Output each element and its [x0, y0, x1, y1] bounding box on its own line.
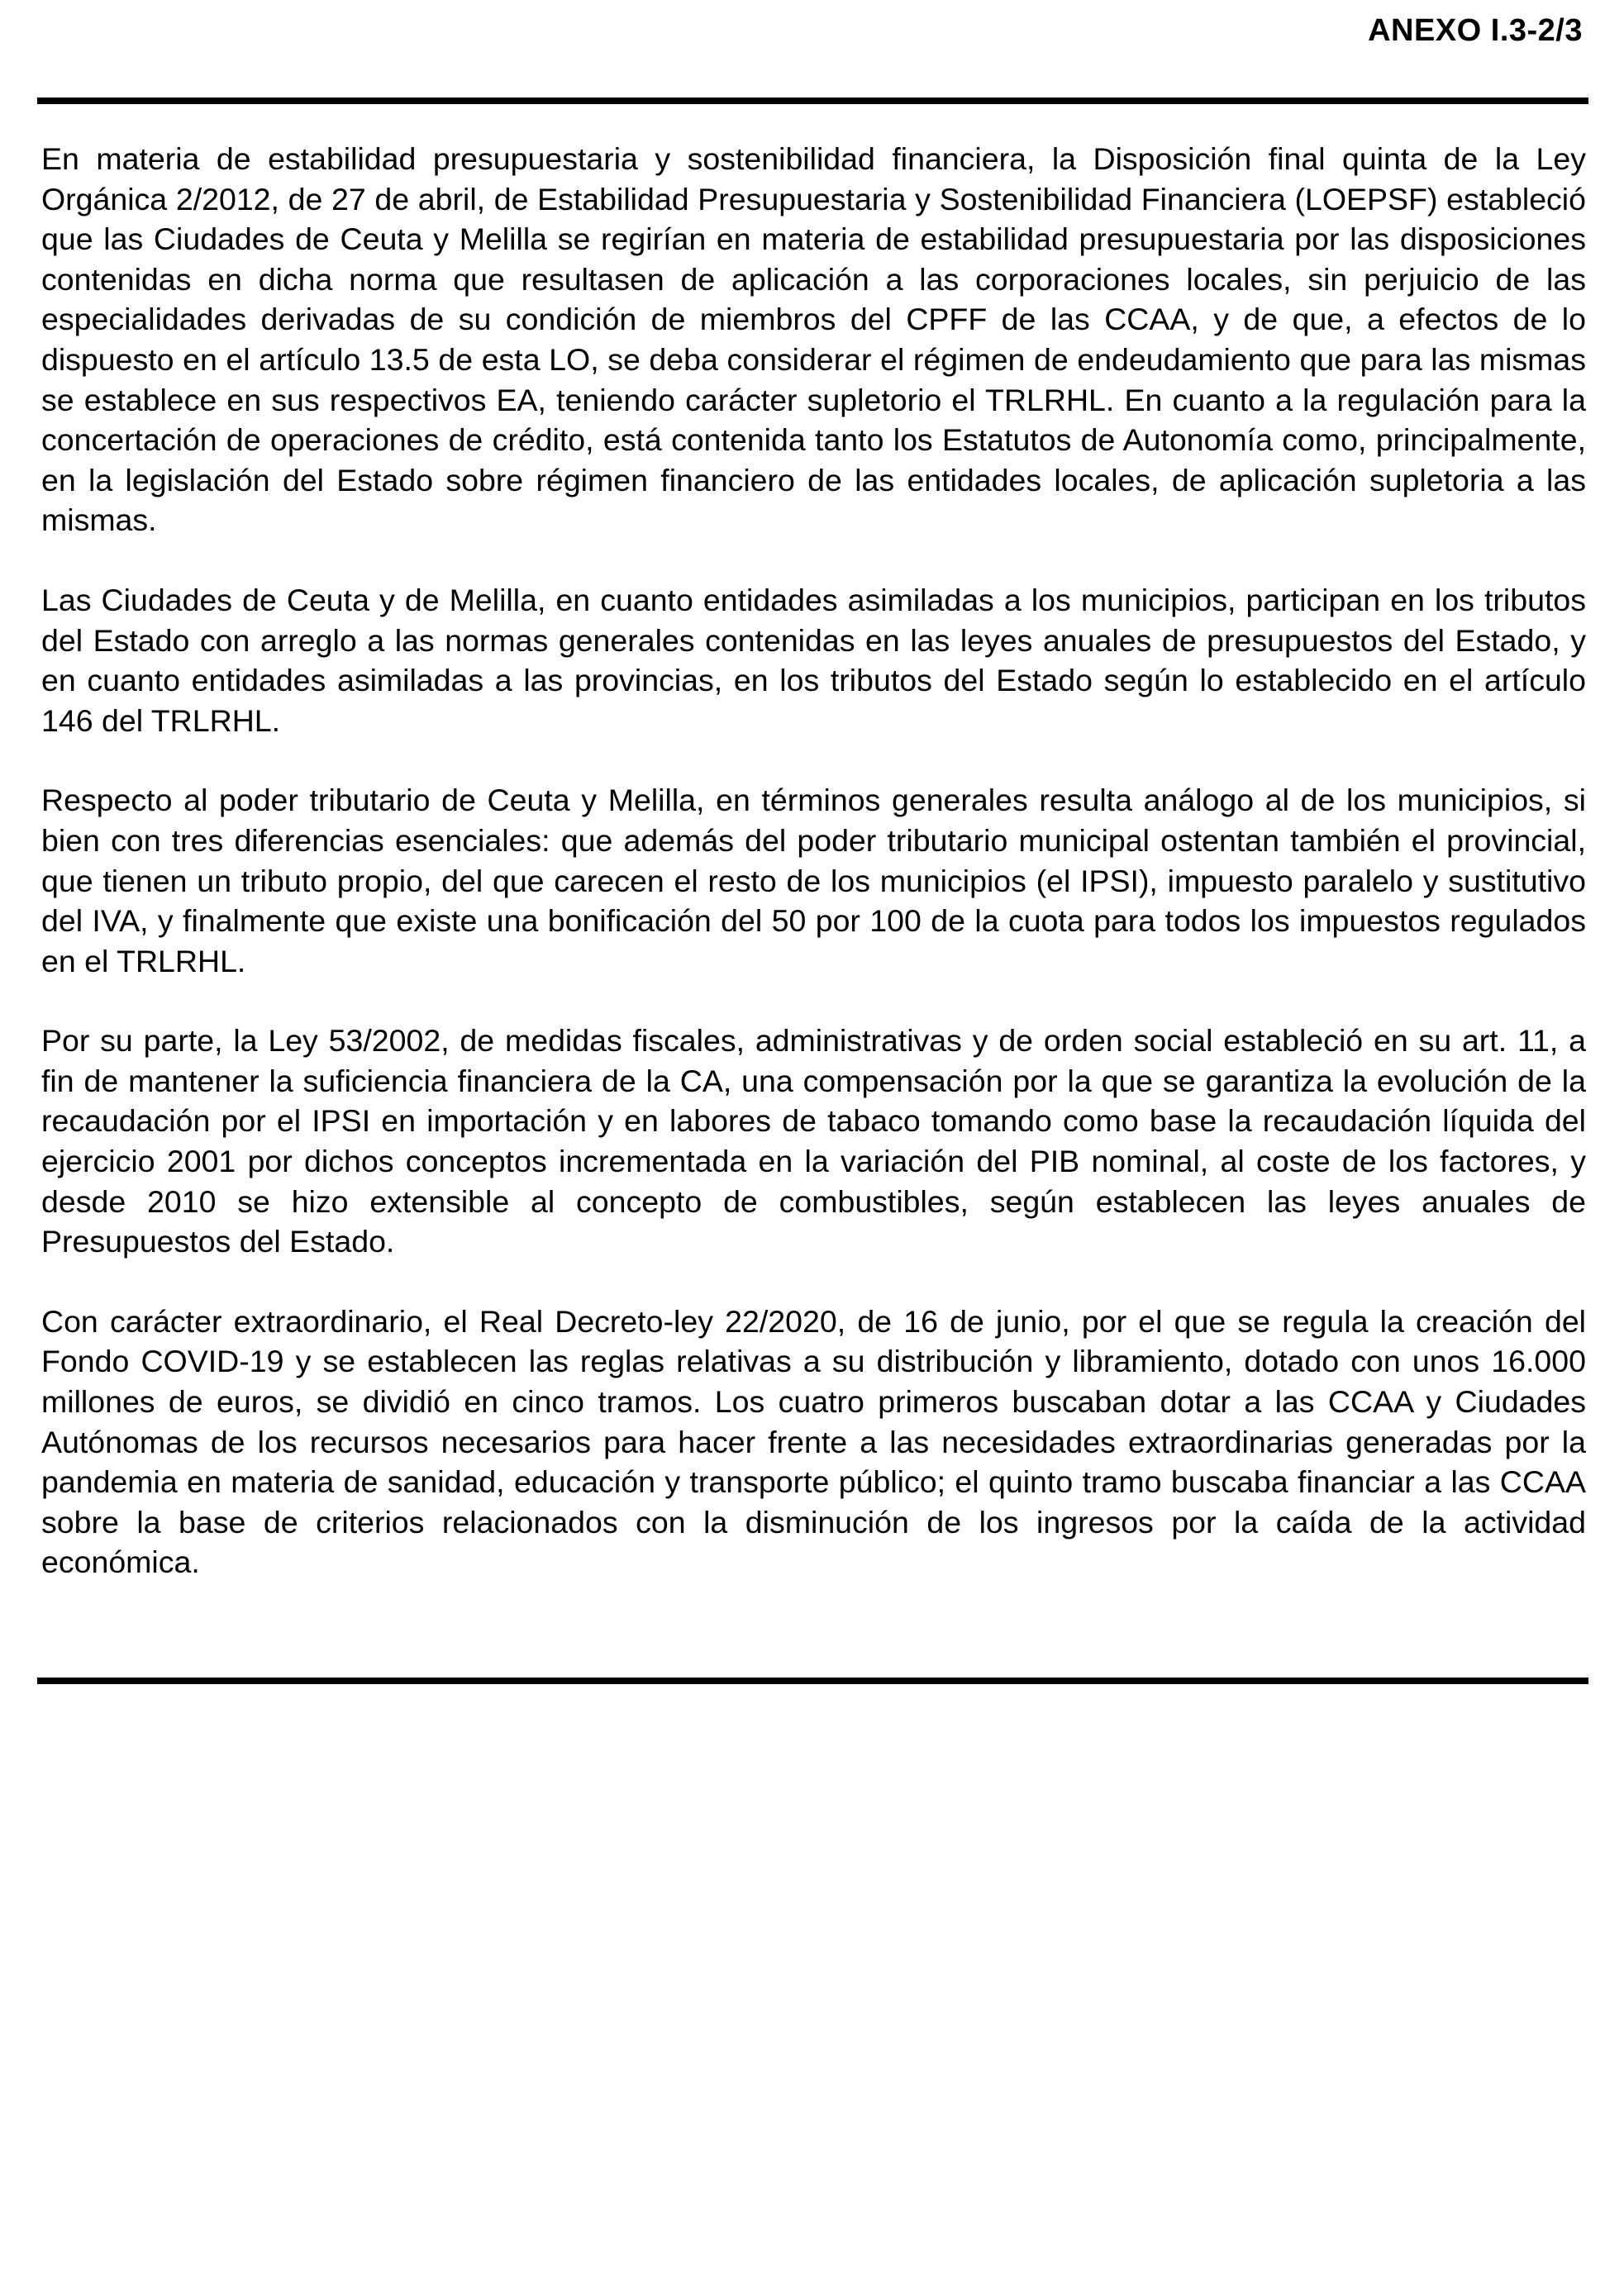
annex-label: ANEXO I.3-2/3 — [1368, 13, 1583, 48]
bottom-divider — [37, 1678, 1588, 1684]
paragraph-poder-tributario: Respecto al poder tributario de Ceuta y Melilla, en términos generales resulta análogo al de los municipios, si bien con tres diferencias esenciales: que además del poder tributario municipal ostentan también el provincial, que tienen un tributo propio, del que carecen el resto de los municipios (el IPSI), impuesto paralelo y sustitutivo del IVA, y finalmente que existe una bonificación del 50 por 100 de la cuota para todos los impuestos regulados en el TRLRHL. — [41, 783, 1586, 978]
paragraph-participacion-tributos: Las Ciudades de Ceuta y de Melilla, en cuanto entidades asimiladas a los municipios, participan en los tributos del Estado con arreglo a las normas generales contenidas en las leyes anuales de presupuestos del Estado, y en cuanto entidades asimiladas a las provincias, en los tributos del Estado según lo establecido en el artículo 146 del TRLRHL. — [41, 582, 1586, 738]
paragraph-ley-53-2002: Por su parte, la Ley 53/2002, de medidas fiscales, administrativas y de orden social estableció en su art. 11, a fin de mantener la suficiencia financiera de la CA, una compensación por la que se garantiza la evolución de la recaudación por el IPSI en importación y en labores de tabaco tomando como base la recaudación líquida del ejercicio 2001 por dichos conceptos incrementada en la variación del PIB nominal, al coste de los factores, y desde 2010 se hizo extensible al concepto de combustibles, según establecen las leyes anuales de Presupuestos del Estado. — [41, 1023, 1586, 1259]
paragraph-fondo-covid: Con carácter extraordinario, el Real Decreto-ley 22/2020, de 16 de junio, por el que se regula la creación del Fondo COVID-19 y se establecen las reglas relativas a su distribución y libramiento, dotado con unos 16.000 millones de euros, se dividió en cinco tramos. Los cuatro primeros buscaban dotar a las CCAA y Ciudades Autónomas de los recursos necesarios para hacer frente a las necesidades extraordinarias generadas por la pandemia en materia de sanidad, educación y transporte público; el quinto tramo buscaba financiar a las CCAA sobre la base de criterios relacionados con la disminución de los ingresos por la caída de la actividad económica. — [41, 1303, 1586, 1580]
top-divider — [37, 98, 1588, 104]
document-body — [41, 139, 1586, 1622]
paragraph-estabilidad: En materia de estabilidad presupuestaria y sostenibilidad financiera, la Disposición final quinta de la Ley Orgánica 2/2012, de 27 de abril, de Estabilidad Presupuestaria y Sostenibilidad Financiera (LOEPSF) estableció que las Ciudades de Ceuta y Melilla se regirían en materia de estabilidad presupuestaria por las disposiciones contenidas en dicha norma que resultasen de aplicación a las corporaciones locales, sin perjuicio de las especialidades derivadas de su condición de miembros del CPFF de las CCAA, y de que, a efectos de lo dispuesto en el artículo 13.5 de esta LO, se deba considerar el régimen de endeudamiento que para las mismas se establece en sus respectivos EA, teniendo carácter supletorio el TRLRHL. En cuanto a la regulación para la concertación de operaciones de crédito, está contenida tanto los Estatutos de Autonomía como, principalmente, en la legislación del Estado sobre régimen financiero de las entidades locales, de aplicación supletoria a las mismas. — [41, 141, 1586, 538]
